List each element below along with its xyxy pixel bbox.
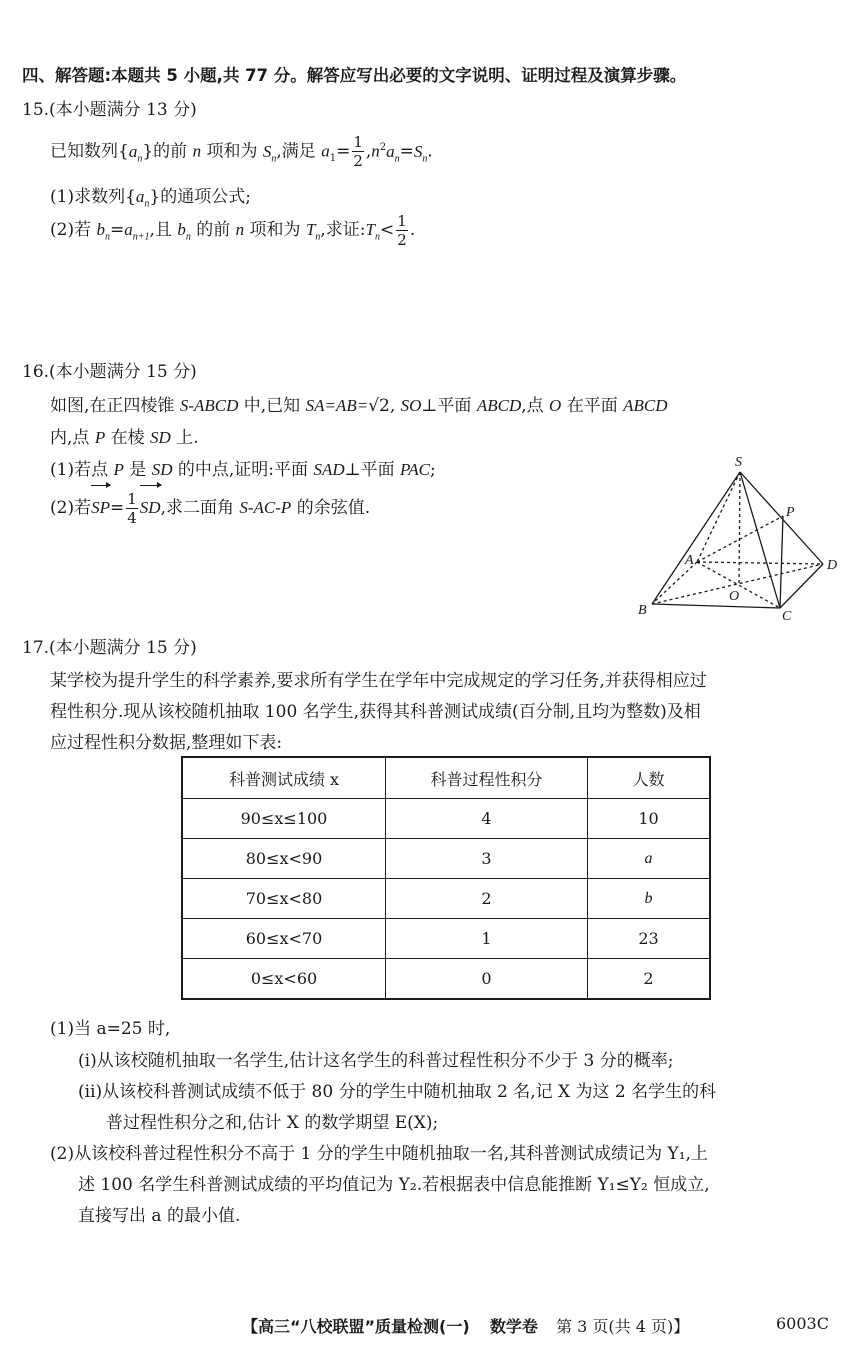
page-footer [242,1314,689,1337]
label-O: O [729,589,740,604]
q16-part1: (1)若点 P 是 SD 的中点,证明:平面 SAD⊥平面 PAC; [50,460,436,480]
table-cell: 2 [588,959,711,1000]
q17-title: 17.(本小题满分 15 分) [22,638,197,658]
q16-title: 16.(本小题满分 15 分) [22,362,197,382]
table-row [182,879,710,919]
table-row [182,919,710,959]
score-table [181,756,711,1000]
q15-title: 15.(本小题满分 13 分) [22,100,197,120]
q16-stem-line2: 内,点 P 在棱 SD 上. [50,428,199,448]
table-row [182,959,710,1000]
label-A: A [685,553,694,568]
q17-part1: (1)当 a=25 时, [50,1019,171,1039]
table-cell: 80≤x<90 [182,839,386,879]
q15-stem: 已知数列$\{a_n\}$的前 n 项和为 $S_n$,满足 $a_1=$ $\frac{1}{2}$ $,n^2a_n=S_n$. [50,133,433,171]
q17-part1-i: (ⅰ)从该校随机抽取一名学生,估计这名学生的科普过程性积分不少于 3 分的概率; [78,1051,674,1071]
pyramid-figure [630,452,850,624]
table-cell: 70≤x<80 [182,879,386,919]
label-C: C [782,609,792,624]
table-cell: 2 [386,879,588,919]
section-header: 四、解答题:本题共 5 小题,共 77 分。解答应写出必要的文字说明、证明过程及演算步骤。 [22,66,687,85]
q17-intro-2: 程性积分.现从该校随机抽取 100 名学生,获得其科普测试成绩(百分制,且均为整数)及相 [50,702,701,722]
footer-code: 6003C [776,1314,829,1333]
table-row [182,799,710,839]
q16-stem-line1: 如图,在正四棱锥 S-ABCD 中,已知 SA=AB=√2, SO⊥平面 ABCD,点 O 在平面 ABCD [50,396,668,416]
q15-part2: (2)若 $b_n=a_{n+1}$,且 $b_n$ 的前 n 项和为 $T_n$,求证$:T_n<$ $\frac{1}{2}$ . [50,211,416,249]
table-cell: 0≤x<60 [182,959,386,1000]
table-cell: 4 [386,799,588,839]
q17-part2-line2: 述 100 名学生科普测试成绩的平均值记为 Y₂.若根据表中信息能推断 Y₁≤Y₂ 恒成立, [78,1175,710,1195]
label-D: D [827,558,838,573]
table-header-cell: 人数 [588,757,711,799]
table-header-row [182,757,710,799]
footer-subject: 数学卷 [489,1317,538,1336]
table-cell: 60≤x<70 [182,919,386,959]
label-S: S [735,455,742,470]
q17-intro-3: 应过程性积分数据,整理如下表: [50,733,283,753]
table-header-cell: 科普过程性积分 [386,757,588,799]
q17-part1-ii-line2: 普过程性积分之和,估计 X 的数学期望 E(X); [106,1113,439,1133]
q17-intro-1: 某学校为提升学生的科学素养,要求所有学生在学年中完成规定的学习任务,并获得相应过 [50,671,707,691]
table-cell: 1 [386,919,588,959]
table-cell: 3 [386,839,588,879]
q17-part2-line3: 直接写出 a 的最小值. [78,1206,241,1226]
half-fraction: $\frac{1}{2}$ [353,133,363,171]
q16-part2: (2)若SP= $\frac{1}{4}$ SD,求二面角 S-AC-P 的余弦值. [50,489,371,527]
table-cell: b [588,879,711,919]
q15-part1: (1)求数列$\{a_n\}$的通项公式; [50,187,251,210]
table-cell: 10 [588,799,711,839]
table-cell: 0 [386,959,588,1000]
q17-part2-line1: (2)从该校科普过程性积分不高于 1 分的学生中随机抽取一名,其科普测试成绩记为 Y₁,上 [50,1144,708,1164]
table-header-cell: 科普测试成绩 x [182,757,386,799]
q17-part1-ii-line1: (ⅱ)从该校科普测试成绩不低于 80 分的学生中随机抽取 2 名,记 X 为这 2 名学生的科 [78,1082,717,1102]
label-B: B [638,603,647,618]
table-cell: 90≤x≤100 [182,799,386,839]
footer-exam-name: 【高三“八校联盟”质量检测(一) [242,1317,470,1336]
table-cell: 23 [588,919,711,959]
table-cell: a [588,839,711,879]
table-row [182,839,710,879]
label-P: P [786,505,795,520]
footer-page-number: 第 3 页(共 4 页)】 [556,1317,690,1336]
